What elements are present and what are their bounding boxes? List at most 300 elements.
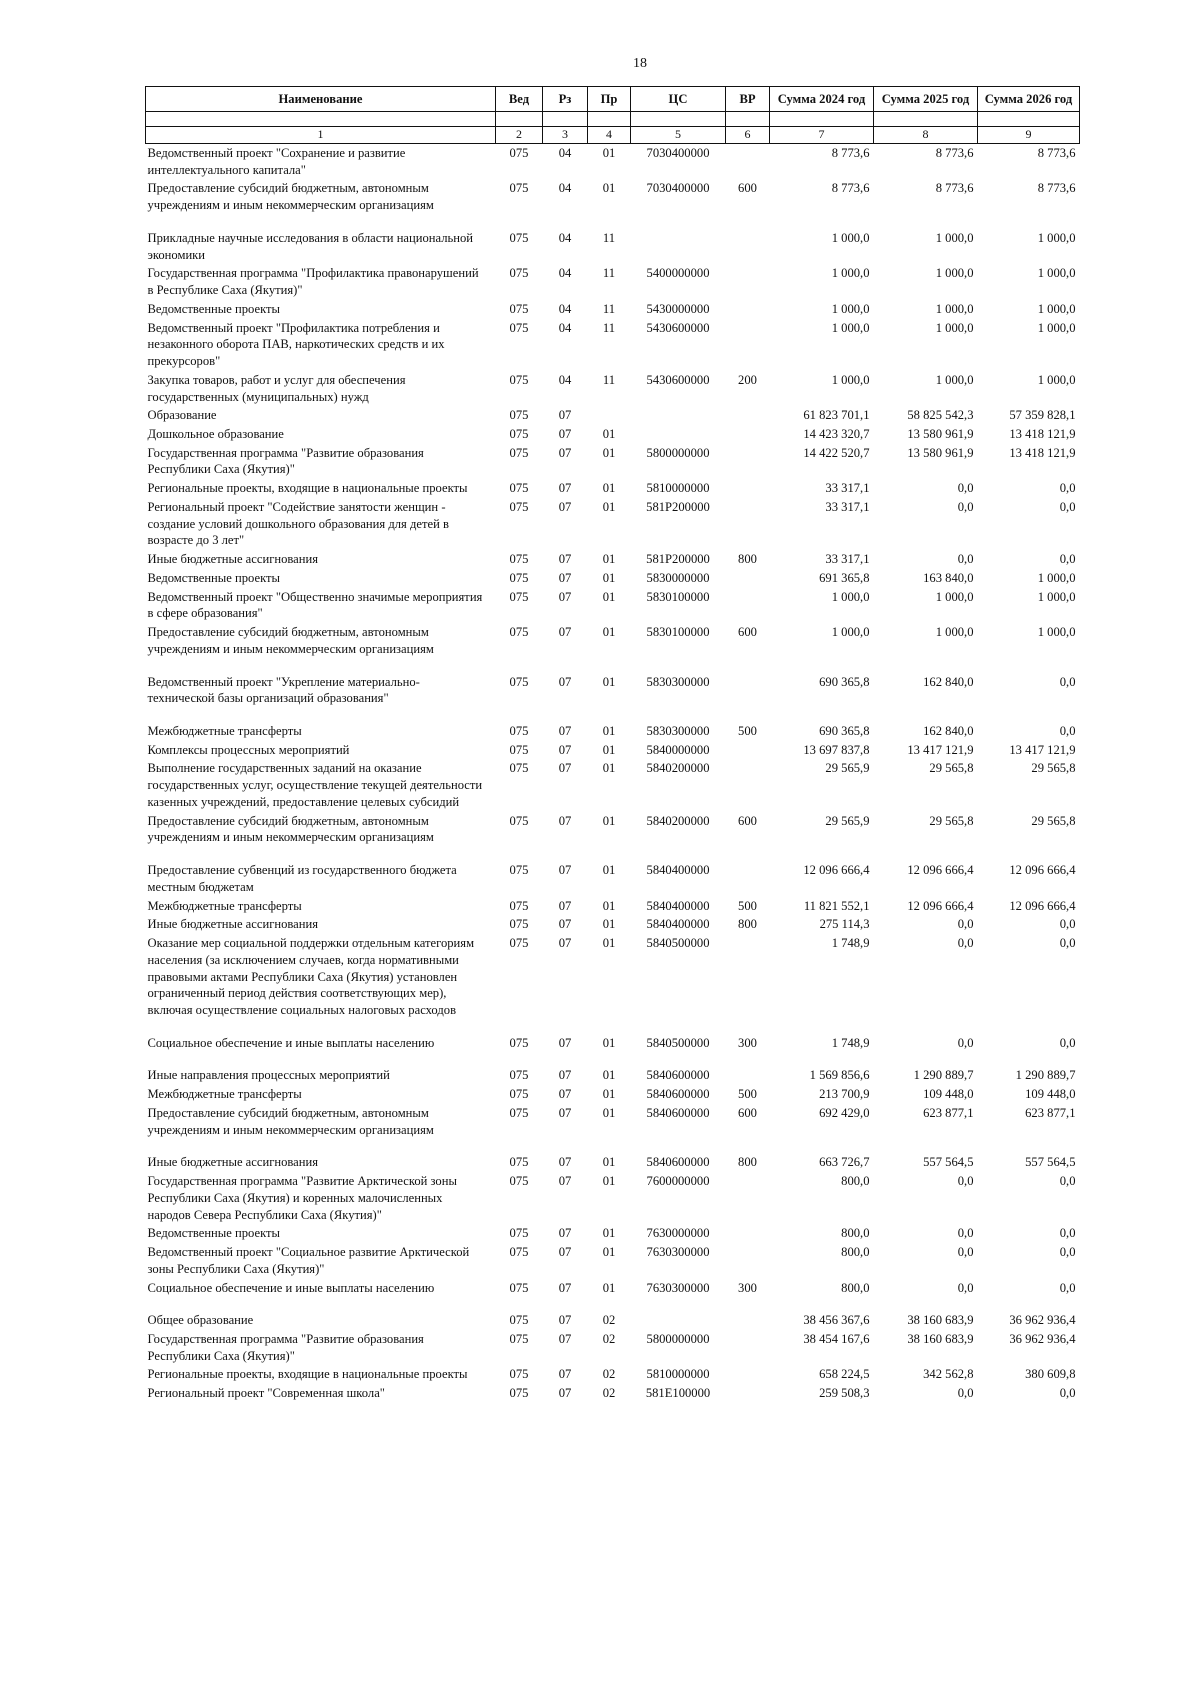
table-row	[146, 1311, 1080, 1330]
row-cs: 581E100000	[645, 1386, 711, 1401]
row-sum-2026: 1 000,0	[1037, 372, 1076, 387]
row-cs	[631, 229, 726, 264]
row-name: Межбюджетные трансферты	[147, 1087, 302, 1102]
row-sum-2026: 0,0	[1059, 1174, 1076, 1189]
table-row	[146, 1104, 1080, 1139]
row-pr: 11	[602, 230, 616, 245]
row-rz: 07	[558, 1245, 572, 1260]
table-row	[146, 264, 1080, 299]
row-cs: 5840600000	[646, 1155, 710, 1170]
table-row	[146, 1365, 1080, 1384]
row-cs: 5830300000	[646, 674, 710, 689]
row-sum-2024: 11 821 552,1	[803, 898, 870, 913]
row-spacer	[146, 1297, 1080, 1311]
row-sum-2024: 38 454 167,6	[803, 1332, 870, 1347]
row-sum-2025: 1 000,0	[935, 589, 974, 604]
row-rz: 07	[558, 499, 572, 514]
row-vr	[726, 300, 770, 319]
row-sum-2024: 259 508,3	[819, 1386, 870, 1401]
row-sum-2024: 800,0	[841, 1174, 870, 1189]
row-cs: 5840600000	[646, 1105, 710, 1120]
row-sum-2025: 342 562,8	[923, 1367, 974, 1382]
row-cs: 7630300000	[646, 1280, 710, 1295]
table-row	[146, 759, 1080, 811]
row-sum-2026: 0,0	[1059, 481, 1076, 496]
row-vr	[726, 406, 770, 425]
row-sum-2026: 0,0	[1059, 1226, 1076, 1241]
row-spacer-cell	[146, 1139, 1080, 1153]
row-spacer	[146, 215, 1080, 229]
row-sum-2025: 8 773,6	[935, 145, 974, 160]
table-header	[146, 87, 1080, 144]
table-row	[146, 1085, 1080, 1104]
row-ved: 075	[509, 1245, 529, 1260]
row-cs: 5840500000	[646, 1035, 710, 1050]
row-name: Прикладные научные исследования в области национальной экономики	[147, 230, 474, 262]
row-sum-2025: 12 096 666,4	[907, 898, 974, 913]
row-pr: 02	[602, 1332, 616, 1347]
row-vr	[726, 569, 770, 588]
row-rz: 07	[558, 1087, 572, 1102]
row-sum-2024: 1 000,0	[831, 320, 870, 335]
row-ved: 075	[509, 301, 529, 316]
row-vr: 600	[738, 625, 757, 640]
row-vr	[726, 741, 770, 760]
row-pr: 01	[602, 499, 616, 514]
row-sum-2025: 162 840,0	[923, 723, 974, 738]
row-cs: 7030400000	[646, 145, 710, 160]
row-sum-2026: 0,0	[1059, 1035, 1076, 1050]
row-pr: 01	[602, 552, 616, 567]
table-row	[146, 444, 1080, 479]
row-vr	[726, 934, 770, 1020]
row-name: Предоставление субсидий бюджетным, автономным учреждениям и иным некоммерческим организациям	[147, 181, 434, 213]
row-cs: 5840200000	[646, 813, 710, 828]
row-sum-2024: 14 423 320,7	[803, 426, 870, 441]
row-sum-2026: 0,0	[1059, 552, 1076, 567]
row-sum-2025: 0,0	[957, 917, 974, 932]
row-name: Иные бюджетные ассигнования	[147, 917, 319, 932]
row-sum-2024: 1 569 856,6	[809, 1068, 870, 1083]
row-ved: 075	[509, 145, 529, 160]
row-name: Государственная программа "Развитие Арктической зоны Республики Саха (Якутия) и коренных малочисленных народов Севера Республики Саха (Якутия)"	[147, 1174, 457, 1222]
row-pr: 01	[602, 742, 616, 757]
row-sum-2026: 13 418 121,9	[1009, 445, 1076, 460]
table-row	[146, 673, 1080, 708]
row-cs: 7630300000	[646, 1245, 710, 1260]
row-sum-2026: 1 000,0	[1037, 266, 1076, 281]
row-ved: 075	[509, 320, 529, 335]
row-rz: 07	[558, 1155, 572, 1170]
row-vr	[726, 861, 770, 896]
row-rz: 07	[558, 917, 572, 932]
row-rz: 07	[558, 1367, 572, 1382]
row-ved: 075	[509, 813, 529, 828]
row-name: Оказание мер социальной поддержки отдельным категориям населения (за исключением случаев, когда нормативными правовыми актами Республики Саха (Якутия) установлен ограниченный период действия соответствующих мер), включая осуществление социальных налоговых расходов	[147, 936, 475, 1017]
row-sum-2026: 1 000,0	[1037, 320, 1076, 335]
table-row	[146, 897, 1080, 916]
row-ved: 075	[509, 917, 529, 932]
row-spacer-cell	[146, 215, 1080, 229]
row-vr: 300	[738, 1280, 757, 1295]
row-rz: 07	[558, 408, 572, 423]
row-pr: 02	[602, 1386, 616, 1401]
row-vr: 800	[738, 552, 757, 567]
table-row	[146, 498, 1080, 550]
row-cs: 5840400000	[646, 863, 710, 878]
row-sum-2025: 0,0	[957, 1226, 974, 1241]
row-spacer-cell	[146, 1020, 1080, 1034]
row-cs: 5430600000	[646, 372, 710, 387]
row-sum-2024: 33 317,1	[825, 499, 870, 514]
row-ved: 075	[509, 1280, 529, 1295]
table-row	[146, 1224, 1080, 1243]
row-ved: 075	[509, 1313, 529, 1328]
row-vr: 600	[738, 1105, 757, 1120]
row-vr: 500	[738, 898, 757, 913]
row-cs: 5800000000	[646, 1332, 710, 1347]
row-vr	[726, 498, 770, 550]
row-sum-2025: 0,0	[957, 552, 974, 567]
row-sum-2025: 0,0	[957, 1245, 974, 1260]
row-spacer	[146, 847, 1080, 861]
row-rz: 07	[558, 936, 572, 951]
row-rz: 07	[558, 625, 572, 640]
row-sum-2025: 38 160 683,9	[907, 1313, 974, 1328]
row-cs: 5430000000	[646, 301, 710, 316]
row-name: Региональный проект "Современная школа"	[147, 1386, 385, 1401]
row-spacer	[146, 1139, 1080, 1153]
row-pr: 01	[602, 426, 616, 441]
row-name: Иные направления процессных мероприятий	[147, 1068, 390, 1083]
row-sum-2025: 623 877,1	[923, 1105, 974, 1120]
row-vr: 200	[738, 372, 757, 387]
table-row	[146, 915, 1080, 934]
column-number-row	[146, 127, 1080, 144]
table-row	[146, 143, 1080, 179]
row-vr: 500	[738, 1087, 757, 1102]
row-cs: 5810000000	[646, 481, 710, 496]
row-rz: 07	[558, 863, 572, 878]
row-name: Ведомственный проект "Социальное развитие Арктической зоны Республики Саха (Якутия)"	[147, 1245, 470, 1276]
row-vr	[726, 1384, 770, 1403]
column-number: 2	[496, 127, 543, 144]
row-sum-2024: 38 456 367,6	[803, 1313, 870, 1328]
table-row	[146, 1034, 1080, 1053]
table-row	[146, 623, 1080, 658]
row-sum-2026: 380 609,8	[1025, 1367, 1076, 1382]
row-ved: 075	[509, 1087, 529, 1102]
row-rz: 04	[558, 145, 572, 160]
table-row	[146, 319, 1080, 371]
table-row	[146, 588, 1080, 623]
row-sum-2024: 658 224,5	[819, 1367, 870, 1382]
row-pr: 01	[602, 1280, 616, 1295]
row-rz: 07	[558, 1226, 572, 1241]
row-vr	[726, 1243, 770, 1278]
row-rz: 07	[558, 1386, 572, 1401]
row-cs: 7030400000	[646, 181, 710, 196]
row-pr: 01	[602, 674, 616, 689]
row-sum-2026: 557 564,5	[1025, 1155, 1076, 1170]
table-row	[146, 1066, 1080, 1085]
row-cs: 581P200000	[646, 499, 710, 514]
row-sum-2026: 29 565,8	[1031, 761, 1076, 776]
row-cs: 5430600000	[646, 320, 710, 335]
row-pr: 01	[602, 1245, 616, 1260]
column-number: 5	[631, 127, 726, 144]
row-cs: 5400000000	[646, 266, 710, 281]
column-number: 8	[874, 127, 978, 144]
row-cs	[631, 406, 726, 425]
row-sum-2026: 0,0	[1059, 917, 1076, 932]
row-sum-2024: 690 365,8	[819, 674, 870, 689]
row-pr	[588, 406, 631, 425]
row-cs: 5830100000	[646, 625, 710, 640]
column-number: 9	[978, 127, 1080, 144]
row-spacer-cell	[146, 1297, 1080, 1311]
row-ved: 075	[509, 936, 529, 951]
row-sum-2026: 0,0	[1059, 936, 1076, 951]
row-sum-2025: 557 564,5	[923, 1155, 974, 1170]
row-ved: 075	[509, 723, 529, 738]
row-name: Комплексы процессных мероприятий	[147, 742, 350, 757]
row-spacer	[146, 1020, 1080, 1034]
row-rz: 07	[558, 445, 572, 460]
row-spacer-cell	[146, 1052, 1080, 1066]
row-sum-2026: 1 000,0	[1037, 625, 1076, 640]
row-vr: 800	[738, 1155, 757, 1170]
row-pr: 01	[602, 1174, 616, 1189]
row-sum-2024: 800,0	[841, 1226, 870, 1241]
row-name: Ведомственный проект "Сохранение и развитие интеллектуального капитала"	[147, 145, 406, 177]
header-cell: Сумма 2024 год	[770, 87, 874, 112]
row-name: Социальное обеспечение и иные выплаты населению	[147, 1035, 435, 1050]
table-row	[146, 1384, 1080, 1403]
row-rz: 07	[558, 1174, 572, 1189]
row-sum-2026: 36 962 936,4	[1009, 1313, 1076, 1328]
row-vr	[726, 1311, 770, 1330]
row-sum-2026: 8 773,6	[1037, 145, 1076, 160]
table-row	[146, 1243, 1080, 1278]
row-rz: 07	[558, 674, 572, 689]
row-name: Государственная программа "Развитие образования Республики Саха (Якутия)"	[147, 1332, 424, 1363]
column-number: 4	[588, 127, 631, 144]
row-sum-2024: 1 000,0	[831, 301, 870, 316]
row-sum-2024: 29 565,9	[825, 813, 870, 828]
row-sum-2025: 1 000,0	[935, 372, 974, 387]
row-pr: 01	[602, 1087, 616, 1102]
header-cell: Сумма 2025 год	[874, 87, 978, 112]
row-sum-2026: 29 565,8	[1031, 813, 1076, 828]
row-cs	[631, 1311, 726, 1330]
table-row	[146, 934, 1080, 1020]
row-rz: 04	[558, 181, 572, 196]
row-name: Межбюджетные трансферты	[147, 723, 302, 738]
row-sum-2025: 38 160 683,9	[907, 1332, 974, 1347]
row-cs: 5840600000	[646, 1087, 710, 1102]
row-name: Ведомственные проекты	[147, 1226, 280, 1241]
header-cell: Пр	[588, 87, 631, 112]
row-rz: 04	[558, 230, 572, 245]
row-name: Иные бюджетные ассигнования	[147, 1155, 319, 1170]
row-ved: 075	[509, 570, 529, 585]
row-sum-2024: 13 697 837,8	[803, 742, 870, 757]
row-ved: 075	[509, 589, 529, 604]
row-name: Межбюджетные трансферты	[147, 898, 302, 913]
row-rz: 07	[558, 481, 572, 496]
row-cs: 5840200000	[646, 761, 710, 776]
row-rz: 07	[558, 898, 572, 913]
row-rz: 04	[558, 320, 572, 335]
table-row	[146, 722, 1080, 741]
row-sum-2025: 1 000,0	[935, 266, 974, 281]
row-ved: 075	[509, 898, 529, 913]
row-ved: 075	[509, 1105, 529, 1120]
row-vr	[726, 425, 770, 444]
row-pr: 11	[602, 372, 616, 387]
row-name: Закупка товаров, работ и услуг для обеспечения государственных (муниципальных) нужд	[147, 372, 406, 404]
row-ved: 075	[509, 426, 529, 441]
row-pr: 02	[602, 1313, 616, 1328]
row-vr: 500	[738, 723, 757, 738]
row-sum-2025: 0,0	[957, 1174, 974, 1189]
column-number: 3	[543, 127, 588, 144]
row-cs: 5810000000	[646, 1367, 710, 1382]
row-sum-2025: 0,0	[957, 499, 974, 514]
row-ved: 075	[509, 499, 529, 514]
row-pr: 01	[602, 723, 616, 738]
row-sum-2024: 29 565,9	[825, 761, 870, 776]
row-sum-2025: 1 290 889,7	[913, 1068, 974, 1083]
column-number: 6	[726, 127, 770, 144]
row-name: Региональный проект "Содействие занятости женщин - создание условий дошкольного образования для детей в возрасте до 3 лет"	[147, 499, 449, 548]
table-row	[146, 179, 1080, 214]
row-sum-2024: 663 726,7	[819, 1155, 870, 1170]
row-sum-2025: 1 000,0	[935, 625, 974, 640]
row-spacer-cell	[146, 847, 1080, 861]
row-sum-2024: 1 000,0	[831, 372, 870, 387]
row-cs: 5840400000	[646, 898, 710, 913]
row-rz: 07	[558, 1035, 572, 1050]
row-sum-2024: 1 000,0	[831, 625, 870, 640]
row-name: Предоставление субвенций из государственного бюджета местным бюджетам	[147, 863, 457, 894]
row-name: Образование	[147, 408, 217, 423]
row-name: Социальное обеспечение и иные выплаты населению	[147, 1280, 435, 1295]
row-vr	[726, 319, 770, 371]
row-pr: 01	[602, 761, 616, 776]
header-cell: Наименование	[146, 87, 496, 112]
row-spacer	[146, 708, 1080, 722]
row-sum-2025: 163 840,0	[923, 570, 974, 585]
row-sum-2024: 213 700,9	[819, 1087, 870, 1102]
row-sum-2025: 8 773,6	[935, 181, 974, 196]
row-vr: 800	[738, 917, 757, 932]
row-cs: 5830000000	[646, 570, 710, 585]
row-cs: 5800000000	[646, 445, 710, 460]
row-vr	[726, 1365, 770, 1384]
row-sum-2025: 1 000,0	[935, 301, 974, 316]
row-vr	[726, 143, 770, 179]
row-ved: 075	[509, 1332, 529, 1347]
row-spacer-cell	[146, 659, 1080, 673]
row-pr: 01	[602, 1155, 616, 1170]
row-sum-2025: 13 580 961,9	[907, 426, 974, 441]
row-ved: 075	[509, 445, 529, 460]
row-name: Иные бюджетные ассигнования	[147, 552, 319, 567]
table-row	[146, 229, 1080, 264]
row-sum-2026: 0,0	[1059, 674, 1076, 689]
row-sum-2024: 1 748,9	[831, 1035, 870, 1050]
row-sum-2024: 691 365,8	[819, 570, 870, 585]
row-vr	[726, 229, 770, 264]
row-rz: 07	[558, 1332, 572, 1347]
row-sum-2025: 29 565,8	[929, 813, 974, 828]
row-sum-2024: 275 114,3	[819, 917, 870, 932]
row-sum-2025: 109 448,0	[923, 1087, 974, 1102]
row-rz: 04	[558, 372, 572, 387]
row-rz: 07	[558, 570, 572, 585]
header-cell: Вед	[496, 87, 543, 112]
row-sum-2025: 162 840,0	[923, 674, 974, 689]
row-rz: 07	[558, 723, 572, 738]
table-row	[146, 569, 1080, 588]
row-sum-2024: 1 000,0	[831, 589, 870, 604]
row-pr: 01	[602, 917, 616, 932]
row-pr: 01	[602, 1068, 616, 1083]
row-vr	[726, 444, 770, 479]
row-sum-2026: 1 000,0	[1037, 301, 1076, 316]
row-name: Предоставление субсидий бюджетным, автономным учреждениям и иным некоммерческим организациям	[147, 813, 434, 845]
row-vr	[726, 1224, 770, 1243]
row-pr: 01	[602, 481, 616, 496]
row-pr: 11	[602, 301, 616, 316]
row-sum-2024: 1 000,0	[831, 230, 870, 245]
table-row	[146, 1330, 1080, 1365]
row-ved: 075	[509, 863, 529, 878]
row-pr: 01	[602, 570, 616, 585]
row-sum-2026: 1 000,0	[1037, 570, 1076, 585]
row-sum-2026: 1 000,0	[1037, 230, 1076, 245]
row-vr	[726, 479, 770, 498]
row-vr	[726, 673, 770, 708]
row-vr: 600	[738, 181, 757, 196]
row-pr: 01	[602, 181, 616, 196]
row-cs: 5840600000	[646, 1068, 710, 1083]
row-sum-2026: 36 962 936,4	[1009, 1332, 1076, 1347]
row-pr: 01	[602, 863, 616, 878]
row-rz: 07	[558, 813, 572, 828]
row-ved: 075	[509, 1226, 529, 1241]
row-name: Общее образование	[147, 1313, 254, 1328]
row-sum-2026: 1 000,0	[1037, 589, 1076, 604]
row-sum-2024: 1 748,9	[831, 936, 870, 951]
row-ved: 075	[509, 625, 529, 640]
row-pr: 01	[602, 1035, 616, 1050]
row-pr: 01	[602, 445, 616, 460]
row-sum-2025: 29 565,8	[929, 761, 974, 776]
row-cs: 7600000000	[646, 1174, 710, 1189]
row-sum-2026: 13 417 121,9	[1009, 742, 1076, 757]
row-sum-2026: 0,0	[1059, 1245, 1076, 1260]
row-name: Ведомственный проект "Укрепление материально-технической базы организаций образования"	[147, 674, 420, 706]
row-pr: 01	[602, 589, 616, 604]
table-row	[146, 550, 1080, 569]
row-vr: 600	[738, 813, 757, 828]
row-pr: 01	[602, 1226, 616, 1241]
table-row	[146, 479, 1080, 498]
row-rz: 07	[558, 426, 572, 441]
